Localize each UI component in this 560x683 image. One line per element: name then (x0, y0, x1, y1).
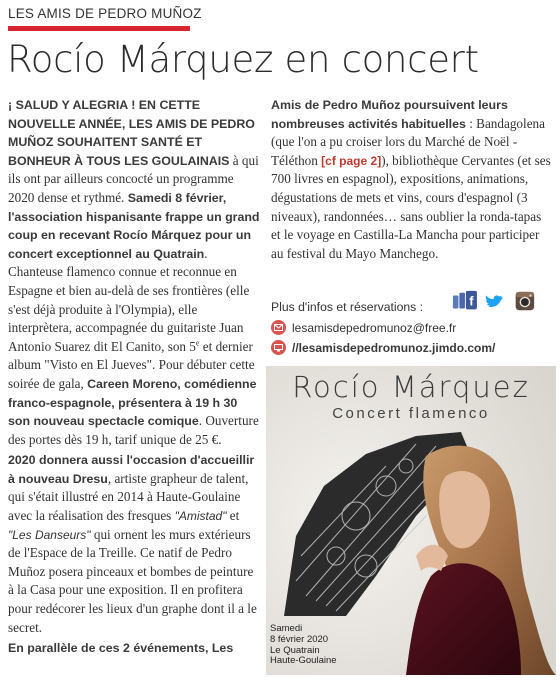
info-label: Plus d'infos et réservations : (271, 300, 424, 314)
intro-heading: ¡ SALUD Y ALEGRIA ! EN CETTE NOUVELLE ANNÉE, LES AMIS DE PEDRO MUÑOZ SOUHAITENT SANTÉ ET BONHEUR À TOUS LES GOULAINAIS (8, 98, 255, 168)
poster-subtitle: Concert flamenco (332, 405, 490, 422)
continued-heading: En parallèle de ces 2 événements, Les (8, 641, 234, 656)
superscript-e: e (195, 338, 200, 348)
poster-caption-venue: Le Quatrain (270, 644, 320, 656)
article-title: Rocío Márquez en concert (7, 38, 479, 81)
social-icons (445, 290, 555, 314)
fresco-amistad: "Amistad" (174, 509, 227, 524)
instagram-icon[interactable] (516, 292, 534, 310)
dresu-text-a: , artiste grapheur de talent, qui s'était illustré en 2014 à Haute-Goulaine avec la réalisation des fresques (8, 470, 249, 524)
activities-heading: Amis de Pedro Muñoz poursuivent leurs nombreuses activités habituelles (271, 98, 508, 131)
intro-text-a: à qui ils ont par ailleurs concocté un programme 2020 dense et rythmé. (8, 152, 259, 205)
section-label: LES AMIS DE PEDRO MUÑOZ (8, 6, 202, 21)
activities-text-a: : Bandagolena (que l'on a pu croiser lors du Marché de Noël - Téléthon (271, 115, 545, 168)
opening-act-highlight: Careen Moreno, comédienne franco-espagnole, présentera à 19 h 30 son nouveau spectacle comique (8, 376, 257, 429)
page-reference-link[interactable]: [cf page 2] (321, 153, 382, 168)
email-link[interactable]: lesamisdepedromunoz@free.fr (292, 320, 457, 335)
intro-text-c: . Chanteuse flamenco connue et reconnue en Espagne et bien au-delà de ses frontières (elle s'est déjà produite à l'Olympia), elle interprètera, accompagnée du guitariste Juan Antonio Suarez dit El Canito, son 5 (8, 245, 250, 354)
poster-caption-town: Haute-Goulaine (270, 655, 337, 667)
activities-text-b: ), bibliothèque Cervantes (et ses 700 livres en espagnol), expositions, animations, dégustations de mets et vins, cours d'espagnol (3 niveaux), randonnées… sans oublier la ronda-tapas et le voyage en Castilla-La Mancha pour participer au festival du Mayo Manchego. (271, 152, 551, 261)
paragraph-activities (271, 96, 553, 263)
concert-highlight: Samedi 8 février, l'association hispanisante frappe un grand coup en recevant Rocío Márquez pour un concert exceptionnel au Quatrain (8, 190, 260, 261)
intro-text-e: . Ouverture des portes dès 19 h, tarif unique de 25 €. (8, 413, 259, 447)
dresu-heading: 2020 donnera aussi l'occasion d'accueillir à nouveau Dresu (8, 453, 255, 486)
poster-caption-date: 8 février 2020 (270, 633, 329, 645)
fresco-danseurs: "Les Danseurs" (8, 527, 91, 542)
facebook-icon[interactable] (453, 291, 477, 309)
poster-artist-name: Rocío Márquez (292, 370, 530, 404)
paragraph-continued (8, 639, 260, 658)
right-column (271, 96, 553, 265)
concert-poster (266, 366, 556, 675)
envelope-icon (271, 320, 286, 335)
paragraph-dresu (8, 451, 260, 637)
website-row (271, 340, 495, 355)
paragraph-intro (8, 96, 260, 449)
twitter-icon[interactable] (486, 296, 503, 307)
section-accent-rule (8, 26, 190, 31)
svg-text:f: f (469, 293, 474, 309)
email-row (271, 320, 456, 335)
intro-text-d: et dernier album "Visto en El Jueves". Pour débuter cette soirée de gala, (8, 338, 255, 391)
left-column (8, 96, 260, 660)
poster-caption (270, 624, 337, 667)
dresu-text-b: et (226, 508, 240, 524)
dresu-text-c: qui ornent les murs extérieurs de l'Espace de la Treille. Ce natif de Pedro Muñoz posera pinceaux et bombes de peinture à la Casa pour une exposition. Il en profitera pour redécorer les lieux d'un graphe dont il a le secret. (8, 526, 257, 635)
monitor-icon (271, 340, 286, 355)
website-link[interactable]: //lesamisdepedromunoz.jimdo.com/ (292, 340, 496, 355)
poster-caption-day: Samedi (270, 623, 303, 634)
